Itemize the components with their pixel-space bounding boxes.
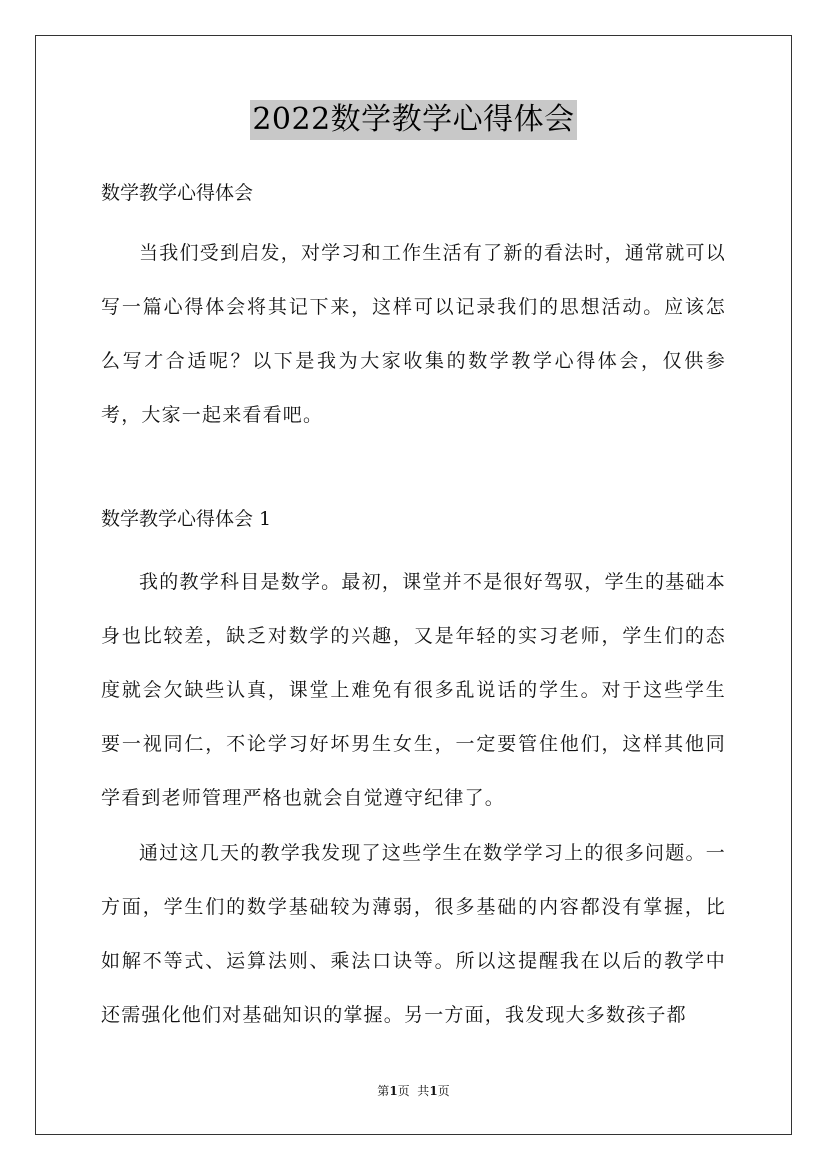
footer-page-prefix: 第: [377, 1084, 390, 1098]
section-1-paragraph-2: 通过这几天的教学我发现了这些学生在数学学习上的很多问题。一方面，学生们的数学基础较为薄弱，很多基础的内容都没有掌握，比如解不等式、运算法则、乘法口诀等。所以这提醒我在以后的教学中还需强化他们对基础知识的掌握。另一方面，我发现大多数孩子都: [101, 842, 726, 1026]
intro-paragraph: 当我们受到启发，对学习和工作生活有了新的看法时，通常就可以写一篇心得体会将其记下来，这样可以记录我们的思想活动。应该怎么写才合适呢？以下是我为大家收集的数学教学心得体会，仅供参考，大家一起来看看吧。: [101, 242, 726, 426]
page-footer: [0, 1083, 827, 1099]
intro-heading: 数学教学心得体会: [101, 182, 254, 204]
title-container: [0, 100, 827, 140]
footer-page-total: 1: [429, 1084, 438, 1098]
footer-page-current: 1: [389, 1084, 398, 1098]
document-body: [101, 173, 726, 1042]
footer-page-mid: 页 共: [397, 1084, 430, 1098]
section-1-paragraph-1: 我的教学科目是数学。最初，课堂并不是很好驾驭，学生的基础本身也比较差，缺乏对数学的兴趣，又是年轻的实习老师，学生们的态度就会欠缺些认真，课堂上难免有很多乱说话的学生。对于这些学生要一视同仁，不论学习好坏男生女生，一定要管住他们，这样其他同学看到老师管理严格也就会自觉遵守纪律了。: [101, 571, 726, 809]
footer-page-suffix: 页: [437, 1084, 450, 1098]
document-title: 2022数学教学心得体会: [250, 100, 576, 140]
section-1-heading: 数学教学心得体会 1: [101, 508, 272, 530]
